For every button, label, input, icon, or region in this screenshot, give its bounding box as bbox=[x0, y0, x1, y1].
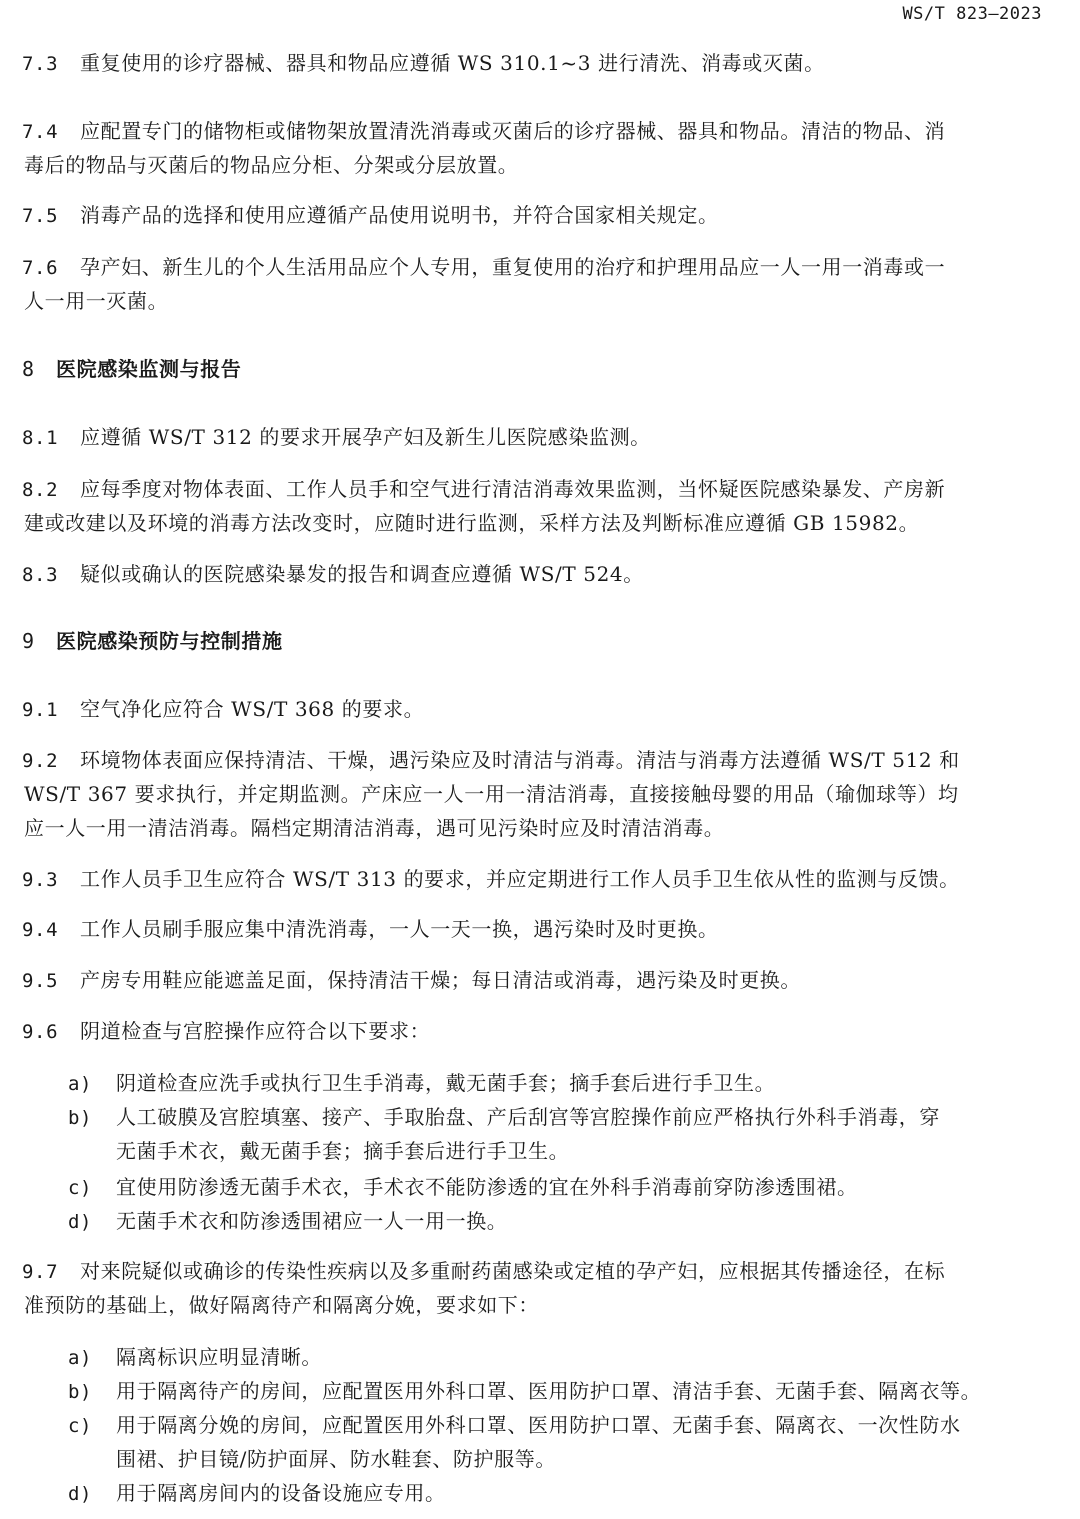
clause-number: 9.6 bbox=[22, 1021, 59, 1043]
clause-number: 9.4 bbox=[22, 919, 59, 941]
clause-9-2 bbox=[22, 743, 1042, 778]
section-heading-8 bbox=[22, 352, 241, 386]
list-item-9-6-b bbox=[68, 1100, 940, 1135]
clause-7-6 bbox=[22, 250, 1042, 285]
clause-9-7 bbox=[22, 1254, 1042, 1289]
clause-number: 9.5 bbox=[22, 970, 59, 992]
clause-8-2-continuation: 建或改建以及环境的消毒方法改变时，应随时进行监测，采样方法及判断标准应遵循 GB 15982。 bbox=[24, 511, 920, 535]
clause-number: 9.7 bbox=[22, 1261, 59, 1283]
clause-number: 9.2 bbox=[22, 750, 59, 772]
clause-number: 7.6 bbox=[22, 257, 59, 279]
clause-9-4 bbox=[22, 912, 1042, 947]
clause-text: 环境物体表面应保持清洁、干燥，遇污染应及时清洁与消毒。清洁与消毒方法遵循 WS/T 512 和 bbox=[80, 748, 960, 772]
clause-8-1 bbox=[22, 420, 1042, 455]
clause-text: 重复使用的诊疗器械、器具和物品应遵循 WS 310.1~3 进行清洗、消毒或灭菌。 bbox=[80, 51, 825, 75]
clause-number: 9.3 bbox=[22, 869, 59, 891]
clause-7-6-continuation: 人一用一灭菌。 bbox=[24, 289, 169, 313]
clause-text: 疑似或确认的医院感染暴发的报告和调查应遵循 WS/T 524。 bbox=[80, 562, 644, 586]
list-item-9-6-a bbox=[68, 1066, 775, 1101]
section-number: 9 bbox=[22, 629, 35, 653]
clause-number: 9.1 bbox=[22, 699, 59, 721]
clause-number: 7.5 bbox=[22, 205, 59, 227]
list-item-label: d) bbox=[68, 1483, 93, 1505]
list-item-text: 用于隔离房间内的设备设施应专用。 bbox=[116, 1481, 446, 1505]
list-item-label: c) bbox=[68, 1415, 93, 1437]
clause-9-1 bbox=[22, 692, 1042, 727]
clause-text: 对来院疑似或确诊的传染性疾病以及多重耐药菌感染或定植的孕产妇，应根据其传播途径，在标 bbox=[80, 1259, 946, 1283]
clause-text: 消毒产品的选择和使用应遵循产品使用说明书，并符合国家相关规定。 bbox=[80, 203, 719, 227]
clause-text: 应遵循 WS/T 312 的要求开展孕产妇及新生儿医院感染监测。 bbox=[80, 425, 651, 449]
clause-9-7-continuation: 准预防的基础上，做好隔离待产和隔离分娩，要求如下： bbox=[24, 1293, 539, 1317]
clause-8-3 bbox=[22, 557, 1042, 592]
section-title: 医院感染预防与控制措施 bbox=[56, 629, 283, 653]
section-heading-9 bbox=[22, 624, 283, 658]
section-title: 医院感染监测与报告 bbox=[56, 357, 242, 381]
list-item-9-7-d bbox=[68, 1476, 446, 1511]
section-number: 8 bbox=[22, 357, 35, 381]
clause-7-5 bbox=[22, 198, 1042, 233]
list-item-9-7-c bbox=[68, 1408, 961, 1443]
clause-text: 工作人员手卫生应符合 WS/T 313 的要求，并应定期进行工作人员手卫生依从性的监测与反馈。 bbox=[80, 867, 960, 891]
clause-9-5 bbox=[22, 963, 1042, 998]
clause-text: 孕产妇、新生儿的个人生活用品应个人专用，重复使用的治疗和护理用品应一人一用一消毒或一 bbox=[80, 255, 946, 279]
list-item-text: 用于隔离分娩的房间，应配置医用外科口罩、医用防护口罩、无菌手套、隔离衣、一次性防水 bbox=[116, 1413, 961, 1437]
list-item-9-6-d bbox=[68, 1204, 507, 1239]
list-item-text: 用于隔离待产的房间，应配置医用外科口罩、医用防护口罩、清洁手套、无菌手套、隔离衣等。 bbox=[116, 1379, 982, 1403]
clause-text: 应每季度对物体表面、工作人员手和空气进行清洁消毒效果监测，当怀疑医院感染暴发、产房新 bbox=[80, 477, 946, 501]
list-item-text: 阴道检查应洗手或执行卫生手消毒，戴无菌手套；摘手套后进行手卫生。 bbox=[116, 1071, 776, 1095]
clause-8-2 bbox=[22, 472, 1042, 507]
document-code-header: WS/T 823—2023 bbox=[902, 4, 1042, 24]
clause-text: 工作人员刷手服应集中清洗消毒，一人一天一换，遇污染时及时更换。 bbox=[80, 917, 719, 941]
clause-text: 阴道检查与宫腔操作应符合以下要求： bbox=[80, 1019, 431, 1043]
list-item-label: b) bbox=[68, 1381, 93, 1403]
clause-9-2-continuation: WS/T 367 要求执行，并定期监测。产床应一人一用一清洁消毒，直接接触母婴的用品（瑜伽球等）均 bbox=[24, 782, 959, 806]
clause-text: 产房专用鞋应能遮盖足面，保持清洁干燥；每日清洁或消毒，遇污染及时更换。 bbox=[80, 968, 801, 992]
clause-7-3 bbox=[22, 46, 1042, 81]
list-item-label: a) bbox=[68, 1073, 93, 1095]
list-item-text: 宜使用防渗透无菌手术衣，手术衣不能防渗透的宜在外科手消毒前穿防渗透围裙。 bbox=[116, 1175, 858, 1199]
list-item-continuation: 围裙、护目镜/防护面屏、防水鞋套、防护服等。 bbox=[116, 1447, 556, 1471]
clause-7-4 bbox=[22, 114, 1042, 149]
list-item-text: 无菌手术衣和防渗透围裙应一人一用一换。 bbox=[116, 1209, 508, 1233]
list-item-continuation: 无菌手术衣，戴无菌手套；摘手套后进行手卫生。 bbox=[116, 1139, 570, 1163]
clause-9-3 bbox=[22, 862, 1042, 897]
clause-7-4-continuation: 毒后的物品与灭菌后的物品应分柜、分架或分层放置。 bbox=[24, 153, 519, 177]
clause-9-2-continuation: 应一人一用一清洁消毒。隔档定期清洁消毒，遇可见污染时应及时清洁消毒。 bbox=[24, 816, 725, 840]
clause-number: 7.4 bbox=[22, 121, 59, 143]
clause-text: 空气净化应符合 WS/T 368 的要求。 bbox=[80, 697, 425, 721]
clause-number: 8.3 bbox=[22, 564, 59, 586]
list-item-label: c) bbox=[68, 1177, 93, 1199]
list-item-9-7-b bbox=[68, 1374, 981, 1409]
list-item-label: a) bbox=[68, 1347, 93, 1369]
list-item-text: 人工破膜及宫腔填塞、接产、手取胎盘、产后刮宫等宫腔操作前应严格执行外科手消毒，穿 bbox=[116, 1105, 940, 1129]
list-item-text: 隔离标识应明显清晰。 bbox=[116, 1345, 322, 1369]
clause-number: 8.2 bbox=[22, 479, 59, 501]
clause-text: 应配置专门的储物柜或储物架放置清洗消毒或灭菌后的诊疗器械、器具和物品。清洁的物品、消 bbox=[80, 119, 946, 143]
list-item-9-7-a bbox=[68, 1340, 322, 1375]
list-item-label: d) bbox=[68, 1211, 93, 1233]
list-item-9-6-c bbox=[68, 1170, 858, 1205]
clause-number: 7.3 bbox=[22, 53, 59, 75]
clause-number: 8.1 bbox=[22, 427, 59, 449]
clause-9-6 bbox=[22, 1014, 1042, 1049]
list-item-label: b) bbox=[68, 1107, 93, 1129]
